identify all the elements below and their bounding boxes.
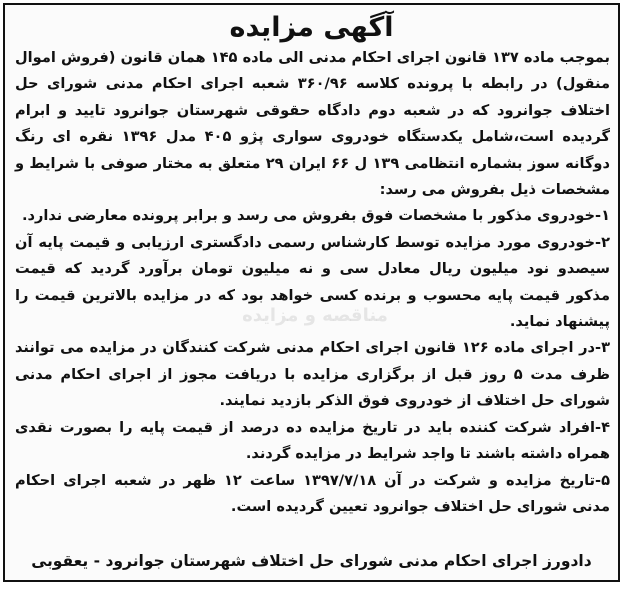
signature-line: دادورز اجرای احکام مدنی شورای حل اختلاف شهرستان جوانرود - یعقوبی bbox=[31, 552, 592, 570]
intro-paragraph: بموجب ماده ۱۳۷ قانون اجرای احکام مدنی الی ماده ۱۴۵ همان قانون (فروش اموال منقول) در رابطه با پرونده کلاسه ۳۶۰/۹۶ شعبه اجرای احکام مدنی شورای حل اختلاف جوانرود که در شعبه دوم دادگاه حقوقی شهرستان جوانرود تایید و ابرام گردیده است،شامل یکدستگاه خودروی سواری پژو ۴۰۵ مدل ۱۳۹۶ نقره ای رنگ دوگانه سوز بشماره انتظامی ۱۳۹ ل ۶۶ ایران ۲۹ متعلق به مختار صوفی با شرایط و مشخصات ذیل بفروش می رسد: bbox=[15, 49, 611, 199]
watermark-text: مناقصه و مزایده bbox=[242, 305, 388, 326]
condition-5: ۵-تاریخ مزایده و شرکت در آن ۱۳۹۷/۷/۱۸ ساعت ۱۲ ظهر در شعبه اجرای احکام مدنی شورای حل اختلاف جوانرود تعیین گردیده است. bbox=[15, 471, 611, 515]
condition-1: ۱-خودروی مذکور با مشخصات فوق بفروش می رسد و برابر پرونده معارضی ندارد. bbox=[21, 207, 610, 225]
condition-2: ۲-خودروی مورد مزایده توسط کارشناس رسمی دادگستری ارزیابی و قیمت پایه آن سیصدو نود میلیون ریال معادل سی و نه میلیون تومان برآورد گردید که قیمت مذکور قیمت پایه محسوب و برنده کسی خواهد بود که در مزایده بالاترین قیمت را پیشنهاد نماید. bbox=[15, 233, 610, 331]
condition-4: ۴-افراد شرکت کننده باید در تاریخ مزایده ده درصد از قیمت پایه را بصورت نقدی همراه داشته باشند تا واجد شرایط در مزایده گردند. bbox=[15, 418, 610, 463]
notice-body bbox=[5, 45, 618, 520]
auction-notice bbox=[3, 3, 620, 582]
notice-title: آگهی مزایده bbox=[229, 12, 394, 43]
condition-3: ۳-در اجرای ماده ۱۲۶ قانون اجرای احکام مدنی شرکت کنندگان در مزایده می توانند ظرف مدت ۵ روز قبل از برگزاری مزایده با دریافت مجوز از اجرای احکام مدنی شورای حل اختلاف از خودروی فوق الذکر بازدید نمایند. bbox=[15, 339, 611, 410]
